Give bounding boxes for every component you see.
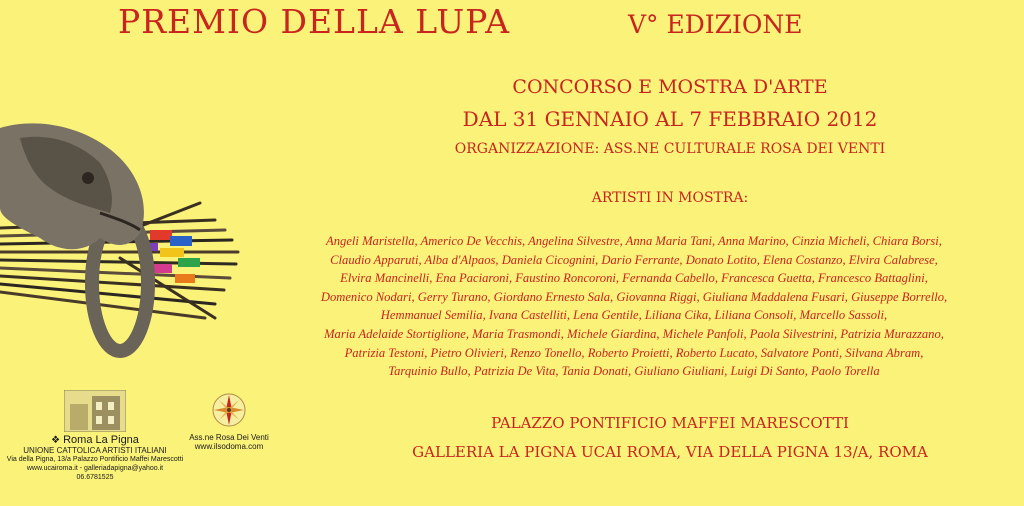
pigna-name <box>0 434 190 446</box>
event-dates: DAL 31 GENNAIO AL 7 FEBBRAIO 2012 <box>462 107 878 131</box>
artists-line: Patrizia Testoni, Pietro Olivieri, Renzo Tonello, Roberto Proietti, Roberto Lucato, Salvatore Ponti, Silvana Abram, <box>344 345 924 360</box>
ucai-address: Via della Pigna, 13/a Palazzo Pontificio Maffei Marescotti <box>6 456 184 463</box>
artists-list <box>262 232 1006 381</box>
artists-line: Claudio Apparuti, Alba d'Alpaos, Daniela Cicognini, Dario Ferrante, Donato Lotito, Elena Costanzo, Elvira Calabrese, <box>330 252 938 267</box>
artists-line: Maria Adelaide Stortiglione, Maria Trasmondi, Michele Giardina, Michele Panfoli, Paola Silvestrini, Patrizia Murazzano, <box>324 326 944 341</box>
edition-label: V° EDIZIONE <box>628 10 803 39</box>
artists-line: Angeli Maristella, Americo De Vecchis, Angelina Silvestre, Anna Maria Tani, Anna Marino, Cinzia Micheli, Chiara Borsi, <box>326 234 942 248</box>
lion-head-brushes-illustration <box>0 118 250 368</box>
artists-line: Elvira Mancinelli, Ena Paciaroni, Faustino Roncoroni, Fernanda Cabello, Francesca Guetta, Francesco Battaglini, <box>340 271 928 286</box>
rosa-name: Ass.ne Rosa Dei Venti <box>189 433 269 442</box>
ucai-name: UNIONE CATTOLICA ARTISTI ITALIANI <box>23 446 167 455</box>
ucai-contacts: www.ucairoma.it - galleriadapigna@yahoo.it <box>26 465 164 472</box>
pigna-logo-icon: ❖ <box>51 435 61 446</box>
artists-heading: ARTISTI IN MOSTRA: <box>591 190 749 206</box>
gallery-building-icon <box>64 390 126 432</box>
compass-rose-icon <box>211 392 247 428</box>
event-title: PREMIO DELLA LUPA <box>118 2 511 41</box>
organization-line: ORGANIZZAZIONE: ASS.NE CULTURALE ROSA DEI VENTI <box>454 141 886 157</box>
venue-palazzo: PALAZZO PONTIFICIO MAFFEI MARESCOTTI <box>491 414 849 432</box>
artists-line: Hemmanuel Semilia, Ivana Castelliti, Lena Gentile, Liliana Cika, Liliana Consoli, Marcello Sassoli, <box>380 308 888 323</box>
rosa-site: www.ilsodoma.com <box>194 442 264 451</box>
ucai-phone: 06.6781525 <box>76 474 114 481</box>
artists-line: Tarquinio Bullo, Patrizia De Vita, Tania Donati, Giuliano Giuliani, Luigi Di Santo, Paolo Torella <box>388 364 880 379</box>
venue-gallery-address: GALLERIA LA PIGNA UCAI ROMA, VIA DELLA PIGNA 13/A, ROMA <box>412 443 928 461</box>
pigna-name-text: Roma La Pigna <box>63 434 139 446</box>
rosa-dei-venti-logo-block <box>186 392 272 451</box>
artists-line: Domenico Nodari, Gerry Turano, Giordano Ernesto Sala, Giovanna Riggi, Giuliana Maddalena Fusari, Giuseppe Borrello, <box>320 289 948 304</box>
ucai-logo-block <box>0 390 190 482</box>
event-subtitle: CONCORSO E MOSTRA D'ARTE <box>512 76 828 98</box>
